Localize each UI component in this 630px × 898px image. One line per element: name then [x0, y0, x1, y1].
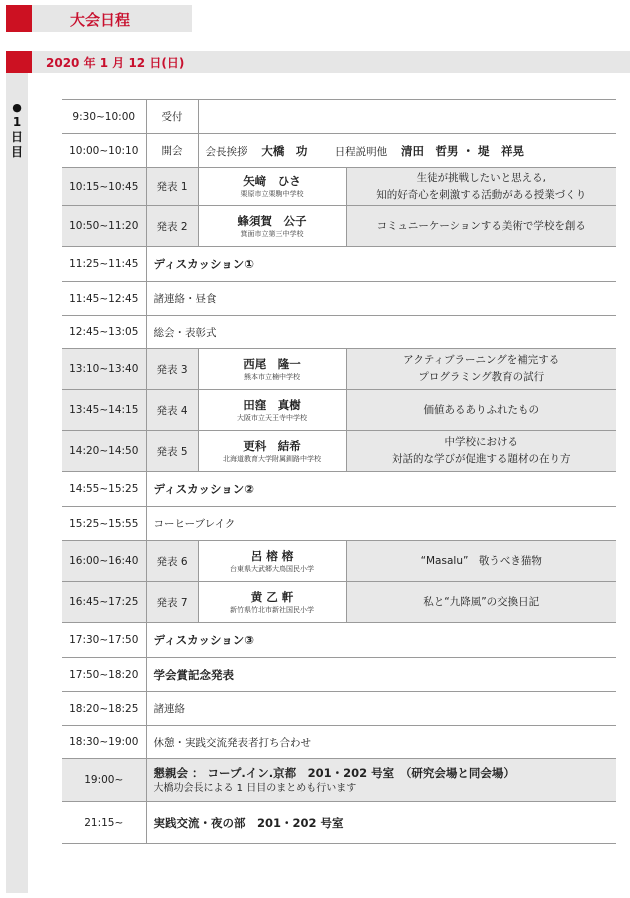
row-type: 発表 2: [146, 206, 198, 247]
row-content: 諸連絡: [146, 692, 616, 726]
table-row: [62, 134, 616, 168]
day-label-char: 目: [10, 145, 23, 159]
table-row: [62, 168, 616, 206]
row-type: 発表 5: [146, 431, 198, 472]
day-bullet-icon: ●: [12, 101, 22, 114]
presenter-name: 田窪 真樹: [243, 397, 301, 412]
day-label-char: 日: [10, 130, 23, 144]
presentation-theme: [346, 168, 616, 206]
presenter-school: 熊本市立楠中学校: [244, 372, 300, 381]
reception-title: 懇親会 ： コープ.イン.京都 201・202 号室 （研究会場と同会場）: [153, 765, 515, 780]
row-content: 諸連絡・昼食: [146, 282, 616, 316]
table-row: [62, 802, 616, 844]
presentation-theme: [346, 541, 616, 582]
row-content: ディスカッション③: [146, 623, 616, 658]
presentation-theme: [346, 582, 616, 623]
presenter-cell: [198, 582, 346, 623]
day-label: [9, 100, 25, 160]
day-label-char: 1: [12, 115, 22, 129]
theme-line: 中学校における: [444, 436, 518, 448]
presentation-theme: [346, 390, 616, 431]
table-row: [62, 759, 616, 802]
table-row: [62, 247, 616, 282]
presenter-name: 更科 結希: [243, 438, 301, 453]
row-time: 17:30~17:50: [62, 623, 146, 658]
row-content: コーヒーブレイク: [146, 507, 616, 541]
presenter-school: 栗原市立栗駒中学校: [240, 190, 304, 198]
section-title-bar: [6, 5, 192, 32]
presenter-school: 新竹県竹北市新社国民小学: [230, 605, 314, 614]
presentation-theme: [346, 431, 616, 472]
table-row: [62, 582, 616, 623]
opening-greeting-person: 大橋 功: [261, 143, 308, 158]
presenter-cell: [198, 390, 346, 431]
table-row: [62, 282, 616, 316]
row-time: 16:45~17:25: [62, 582, 146, 623]
presenter-cell: [198, 206, 346, 247]
presenter-school: 大阪市立天王寺中学校: [237, 413, 307, 422]
presentation-theme: [346, 349, 616, 390]
row-content: ディスカッション②: [146, 472, 616, 507]
theme-line: 生徒が挑戦したいと思える,: [416, 171, 546, 184]
presenter-name: 蜂須賀 公子: [237, 213, 307, 228]
row-type: 発表 1: [146, 168, 198, 206]
schedule-date: 2020 年 1 月 12 日(日): [46, 56, 185, 70]
table-row: [62, 623, 616, 658]
theme-line: コミュニーケーションする美術で学校を創る: [376, 219, 586, 232]
row-time: 21:15~: [62, 802, 146, 844]
date-accent-block: [6, 51, 32, 73]
table-row: [62, 507, 616, 541]
presenter-cell: [198, 168, 346, 206]
row-time: 11:25~11:45: [62, 247, 146, 282]
row-time: 16:00~16:40: [62, 541, 146, 582]
row-content: 休憩・実践交流発表者打ち合わせ: [146, 726, 616, 759]
presenter-cell: [198, 349, 346, 390]
table-row: [62, 100, 616, 134]
presenter-cell: [198, 431, 346, 472]
row-content: [146, 759, 616, 802]
row-type: 発表 7: [146, 582, 198, 623]
table-row: [62, 316, 616, 349]
date-bar: [6, 51, 630, 73]
side-strip: [6, 73, 28, 893]
row-type: 発表 6: [146, 541, 198, 582]
row-time: 13:10~13:40: [62, 349, 146, 390]
presenter-name: 黄 乙 軒: [250, 589, 294, 604]
theme-line: 私と“九降風”の交換日記: [423, 595, 540, 608]
row-content: 学会賞記念発表: [146, 658, 616, 692]
row-content: 総会・表彰式: [146, 316, 616, 349]
presenter-school: 北海道教育大学附属釧路中学校: [223, 454, 321, 463]
presenter-school: 台東県大武郷大鳥国民小学: [230, 564, 314, 573]
schedule-explanation-persons: 清田 哲男 ・ 堤 祥晃: [401, 143, 525, 158]
section-title: 大会日程: [70, 11, 131, 29]
table-row: [62, 472, 616, 507]
theme-line: アクティブラーニングを補完する: [403, 354, 560, 366]
row-time: 10:00~10:10: [62, 134, 146, 168]
row-time: 19:00~: [62, 759, 146, 802]
theme-line: 知的好奇心を刺激する活動がある授業づくり: [376, 188, 587, 201]
table-row: [62, 692, 616, 726]
row-time: 11:45~12:45: [62, 282, 146, 316]
table-row: [62, 206, 616, 247]
row-type: 発表 3: [146, 349, 198, 390]
table-row: [62, 431, 616, 472]
row-type: 開会: [146, 134, 198, 168]
title-accent-block: [6, 5, 32, 32]
row-time: 15:25~15:55: [62, 507, 146, 541]
row-time: 14:55~15:25: [62, 472, 146, 507]
theme-line: 対話的な学びが促進する題材の在り方: [392, 453, 571, 465]
presenter-cell: [198, 541, 346, 582]
presenter-name: 矢﨑 ひさ: [243, 174, 301, 188]
row-content: 実践交流・夜の部 201・202 号室: [146, 802, 616, 844]
row-time: 9:30~10:00: [62, 100, 146, 134]
row-time: 18:20~18:25: [62, 692, 146, 726]
table-row: [62, 390, 616, 431]
row-time: 14:20~14:50: [62, 431, 146, 472]
row-time: 10:15~10:45: [62, 168, 146, 206]
row-time: 18:30~19:00: [62, 726, 146, 759]
table-row: [62, 541, 616, 582]
opening-greeting-label: 会長挨拶: [205, 145, 248, 158]
row-type: 受付: [146, 100, 198, 134]
row-type: 発表 4: [146, 390, 198, 431]
schedule-table: [62, 99, 616, 844]
presenter-name: 呂 榕 榕: [250, 548, 294, 563]
theme-line: 価値あるありふれたもの: [423, 403, 539, 416]
row-time: 17:50~18:20: [62, 658, 146, 692]
row-time: 10:50~11:20: [62, 206, 146, 247]
presentation-theme: [346, 206, 616, 247]
presenter-name: 西尾 隆一: [243, 356, 301, 371]
table-row: [62, 726, 616, 759]
schedule-explanation-label: 日程説明他: [334, 145, 388, 158]
table-row: [62, 349, 616, 390]
reception-note: 大橋功会長による 1 日目のまとめも行います: [153, 782, 357, 794]
row-time: 13:45~14:15: [62, 390, 146, 431]
theme-line: プログラミング教育の試行: [418, 371, 545, 383]
table-row: [62, 658, 616, 692]
row-time: 12:45~13:05: [62, 316, 146, 349]
presenter-school: 箕面市立第三中学校: [240, 229, 304, 238]
row-content: ディスカッション①: [146, 247, 616, 282]
theme-line: “Masalu” 敬うべき猫物: [420, 554, 542, 567]
opening-content: [198, 134, 616, 168]
